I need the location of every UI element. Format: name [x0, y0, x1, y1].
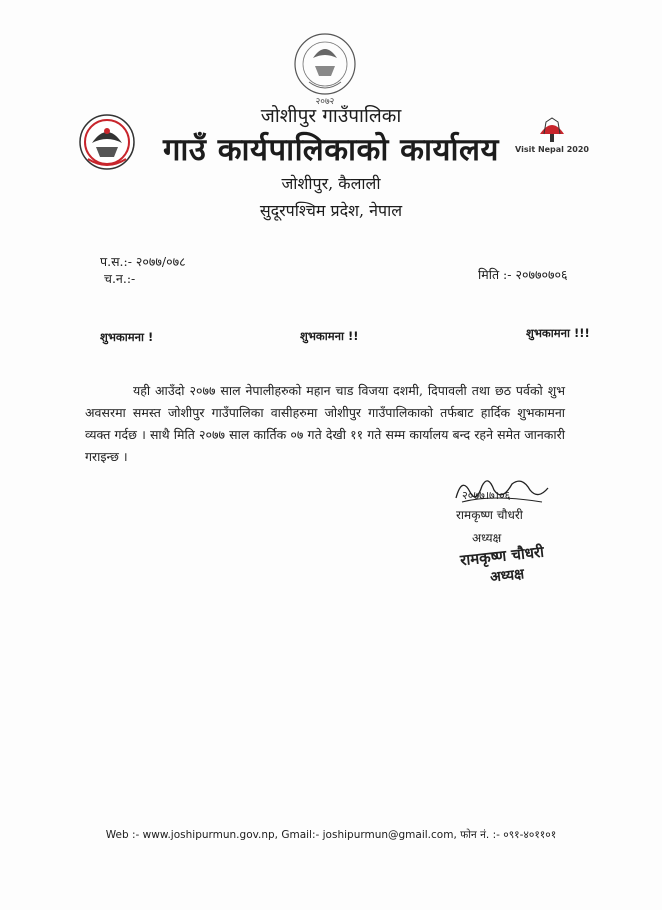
signatory-name: रामकृष्ण चौधरी [456, 508, 523, 522]
signed-date: २०७७।७।०६ [462, 489, 511, 502]
address-line-1: जोशीपुर, कैलाली [281, 174, 381, 193]
footer-contact: Web :- www.joshipurmun.gov.np, Gmail:- joshipurmun@gmail.com, फोन नं. :- ०९१-४०११०१ [105, 829, 557, 841]
signatory-title: अध्यक्ष [472, 531, 502, 545]
greeting-2: शुभकामना !! [300, 329, 359, 343]
letter-date: मिति :- २०७७०७०६ [478, 267, 568, 282]
stamp-name: रामकृष्ण चौधरी [459, 542, 545, 570]
letter-number: प.स.:- २०७७/०७८ [100, 254, 186, 269]
office-title: गाउँ कार्यपालिकाको कार्यालय [162, 132, 500, 168]
municipality-name: जोशीपुर गाउँपालिका [260, 105, 402, 127]
body-paragraph: यही आउँदो २०७७ साल नेपालीहरुको महान चाड विजया दशमी, दिपावली तथा छठ पर्वको शुभ अवसरमा समस्त जोशीपुर गाउँपालिका वासीहरुमा जोशीपुर गाउँपालिकाको तर्फबाट हार्दिक शुभकामना व्यक्त गर्दछ । साथै मिति २०७७ साल कार्तिक ०७ गते देखी ११ गते सम्म कार्यालय बन्द रहने समेत जानकारी गराइन्छ । [85, 383, 565, 464]
greeting-1: शुभकामना ! [100, 330, 154, 344]
visit-nepal-text: Visit Nepal 2020 [515, 145, 589, 154]
stamp-title: अध्यक्ष [489, 566, 525, 586]
seal-year-text: २०७२ [315, 97, 335, 107]
municipality-seal [283, 28, 367, 108]
greeting-3: शुभकामना !!! [526, 326, 590, 340]
address-line-2: सुदूरपश्चिम प्रदेश, नेपाल [259, 201, 403, 220]
dispatch-number: च.न.:- [104, 271, 136, 286]
